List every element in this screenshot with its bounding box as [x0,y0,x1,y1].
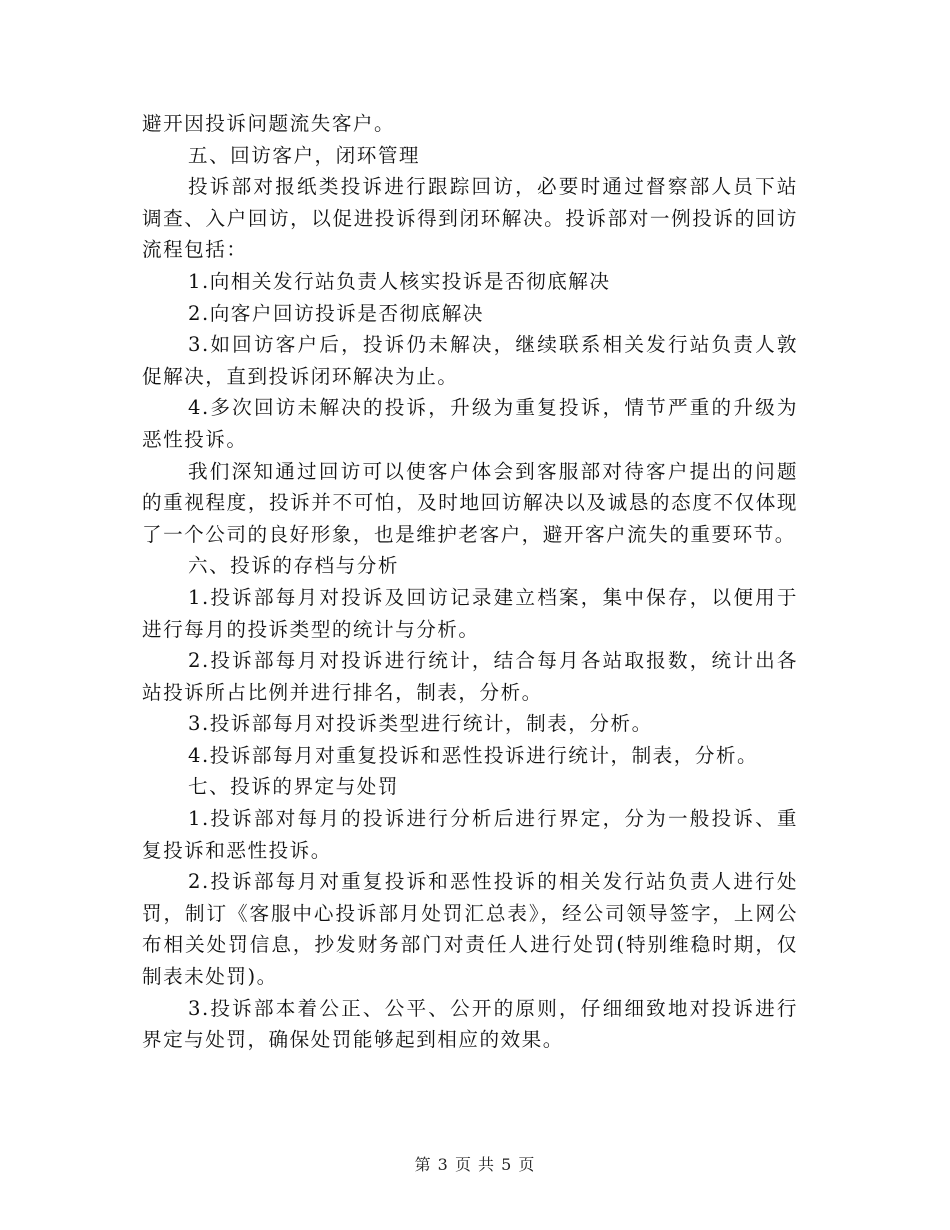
section-heading-7: 七、投诉的界定与处罚 [188,775,399,799]
list-item: 2.向客户回访投诉是否彻底解决 [188,301,484,325]
document-body [142,108,798,1056]
list-item: 4.投诉部每月对重复投诉和恶性投诉进行统计，制表，分析。 [188,743,759,767]
list-item: 3.投诉部每月对投诉类型进行统计，制表，分析。 [188,712,653,736]
list-item: 3.投诉部本着公正、公平、公开的原则，仔细细致地对投诉进行界定与处罚，确保处罚能够起到相应的效果。 [142,996,798,1052]
paragraph: 投诉部对报纸类投诉进行跟踪回访，必要时通过督察部人员下站调查、入户回访，以促进投诉得到闭环解决。投诉部对一例投诉的回访流程包括： [142,175,798,262]
section-heading-6: 六、投诉的存档与分析 [188,554,399,578]
list-item: 2.投诉部每月对重复投诉和恶性投诉的相关发行站负责人进行处罚，制订《客服中心投诉部月处罚汇总表》，经公司领导签字，上网公布相关处罚信息，抄发财务部门对责任人进行处罚(特别维稳时期，仅制表未处罚)。 [142,870,798,989]
page-number-footer: 第 3 页 共 5 页 [414,1155,536,1174]
list-item: 1.投诉部对每月的投诉进行分析后进行界定，分为一般投诉、重复投诉和恶性投诉。 [142,807,798,862]
list-item: 1.向相关发行站负责人核实投诉是否彻底解决 [188,269,611,293]
paragraph-continuation: 避开因投诉问题流失客户。 [142,112,396,135]
section-heading-5: 五、回访客户，闭环管理 [188,143,421,167]
paragraph: 我们深知通过回访可以使客户体会到客服部对待客户提出的问题的重视程度，投诉并不可怕，及时地回访解决以及诚恳的态度不仅体现了一个公司的良好形象，也是维护老客户，避开客户流失的重要环节。 [142,459,798,546]
list-item: 4.多次回访未解决的投诉，升级为重复投诉，情节严重的升级为恶性投诉。 [142,396,798,451]
list-item: 2.投诉部每月对投诉进行统计，结合每月各站取报数，统计出各站投诉所占比例并进行排名，制表，分析。 [142,649,798,704]
list-item: 3.如回访客户后，投诉仍未解决，继续联系相关发行站负责人敦促解决，直到投诉闭环解决为止。 [142,333,798,388]
list-item: 1.投诉部每月对投诉及回访记录建立档案，集中保存，以便用于进行每月的投诉类型的统计与分析。 [142,585,798,641]
